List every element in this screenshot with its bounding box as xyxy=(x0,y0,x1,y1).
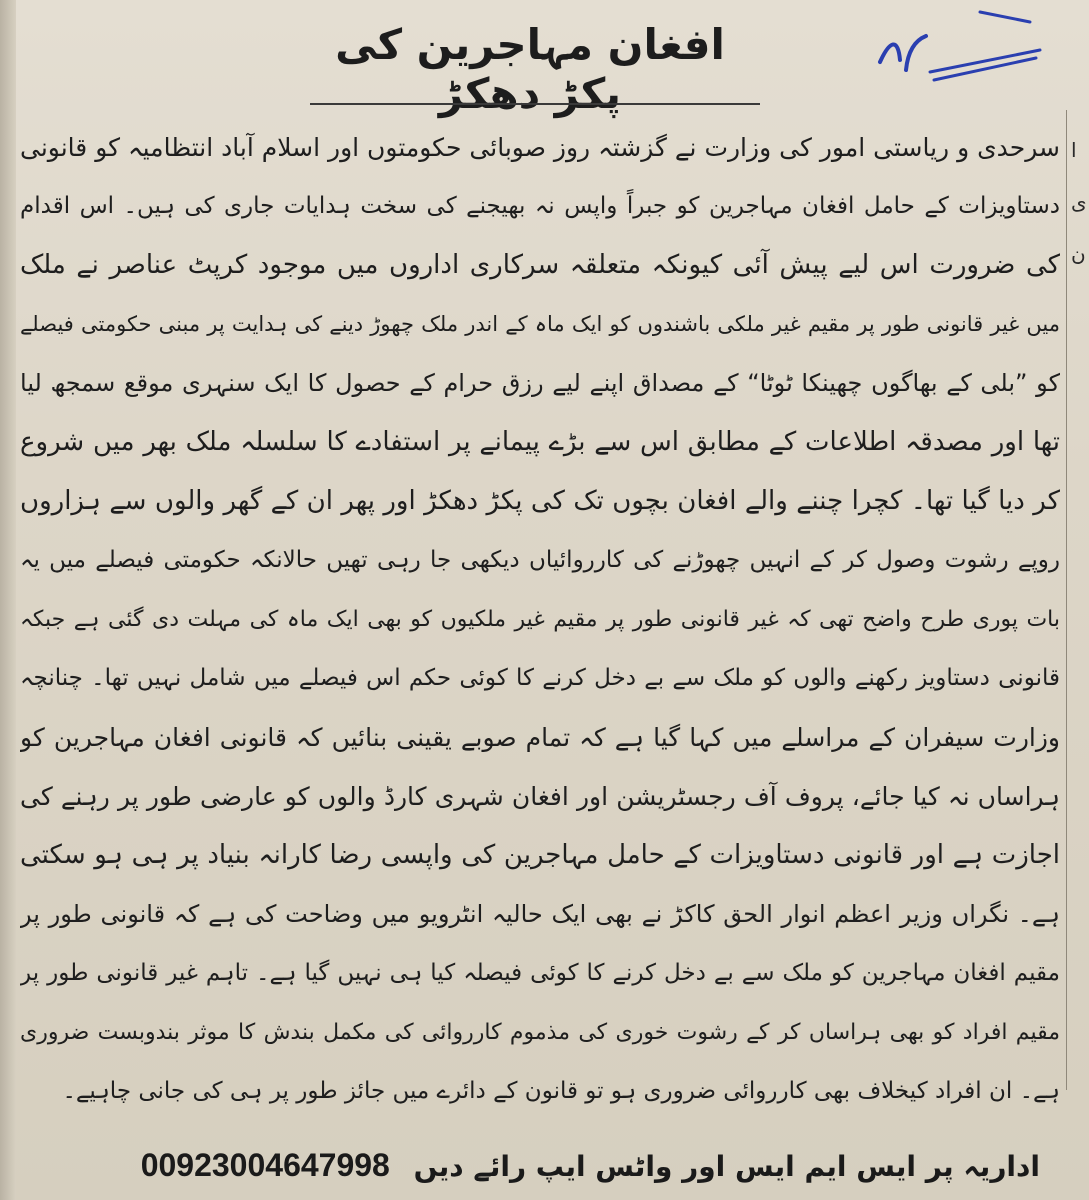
article-headline: افغان مہاجرین کی پکڑ دھکڑ xyxy=(335,20,725,118)
article-line: کو ”بلی کے بھاگوں چھینکا ٹوٹا“ کے مصداق اپنے لیے رزق حرام کے حصول کا ایک سنہری موقع سمجھ لیا xyxy=(20,369,1060,397)
headline-underline xyxy=(310,103,760,105)
pen-annotation-icon xyxy=(860,10,1060,100)
fragment-mark: ی xyxy=(1071,190,1087,214)
article-line: ہے۔ ان افراد کیخلاف بھی کارروائی ضروری ہو تو قانون کے دائرے میں جائز طور پر ہی کی جانی چاہیے۔ xyxy=(62,1078,1060,1104)
adjacent-column-fragment xyxy=(1066,110,1089,1090)
article-line: تھا اور مصدقہ اطلاعات کے مطابق اس سے بڑے پیمانے پر استفادے کا سلسلہ ملک بھر میں شروع xyxy=(20,427,1060,457)
article-line: دستاویزات کے حامل افغان مہاجرین کو جبراً واپس نہ بھیجنے کی سخت ہدایات جاری کی ہیں۔ اس اقدام xyxy=(20,193,1060,219)
fragment-mark: ا xyxy=(1071,138,1077,162)
article-line: سرحدی و ریاستی امور کی وزارت نے گزشتہ روز صوبائی حکومتوں اور اسلام آباد انتظامیہ کو قانونی xyxy=(20,133,1060,162)
article-line: میں غیر قانونی طور پر مقیم غیر ملکی باشندوں کو ایک ماہ کے اندر ملک چھوڑ دینے کی ہدایت پر مبنی حکومتی فیصلے xyxy=(20,312,1060,336)
feedback-phone-number: 00923004647998 xyxy=(140,1147,390,1183)
article-line: ہراساں نہ کیا جائے، پروف آف رجسٹریشن اور افغان شہری کارڈ والوں کو عارضی طور پر رہنے کی xyxy=(20,782,1060,811)
feedback-text: اداریہ پر ایس ایم ایس اور واٹس ایپ رائے دیں xyxy=(413,1150,1040,1183)
article-line: وزارت سیفران کے مراسلے میں کہا گیا ہے کہ تمام صوبے یقینی بنائیں کہ قانونی افغان مہاجرین کو xyxy=(20,723,1060,752)
article-line: ہے۔ نگراں وزیر اعظم انوار الحق کاکڑ نے بھی ایک حالیہ انٹرویو میں وضاحت کی ہے کہ قانونی طور پر xyxy=(20,900,1060,928)
page-edge xyxy=(0,0,16,1200)
article-line: مقیم افراد کو بھی ہراساں کر کے رشوت خوری کی مذموم کارروائی کی مکمل بندش کا موثر بندوبست ضروری xyxy=(20,1020,1060,1045)
article-line: مقیم افغان مہاجرین کو ملک سے بے دخل کرنے کا کوئی فیصلہ کیا ہی نہیں گیا ہے۔ تاہم غیر قانونی طور پر xyxy=(20,960,1060,986)
article-line: بات پوری طرح واضح تھی کہ غیر قانونی طور پر مقیم غیر ملکیوں کو بھی ایک ماہ کی مہلت دی گئی ہے جبکہ xyxy=(20,607,1060,632)
article-line: روپے رشوت وصول کر کے انہیں چھوڑنے کی کارروائیاں دیکھی جا رہی تھیں حالانکہ حکومتی فیصلے میں یہ xyxy=(20,547,1060,573)
article-line: قانونی دستاویز رکھنے والوں کو ملک سے بے دخل کرنے کا کوئی حکم اس فیصلے میں شامل نہیں تھا۔ چنانچہ xyxy=(20,665,1060,691)
article-line: اجازت ہے اور قانونی دستاویزات کے حامل مہاجرین کی واپسی رضا کارانہ بنیاد پر ہی ہو سکتی xyxy=(20,840,1060,870)
fragment-mark: ن xyxy=(1071,242,1086,266)
editorial-feedback-line xyxy=(120,1140,1040,1192)
article-body xyxy=(20,118,1060,1121)
article-line: کی ضرورت اس لیے پیش آئی کیونکہ متعلقہ سرکاری اداروں میں موجود کرپٹ عناصر نے ملک xyxy=(20,250,1060,280)
article-line: کر دیا گیا تھا۔ کچرا چننے والے افغان بچوں تک کی پکڑ دھکڑ اور پھر ان کے گھر والوں سے ہزاروں xyxy=(20,486,1060,516)
